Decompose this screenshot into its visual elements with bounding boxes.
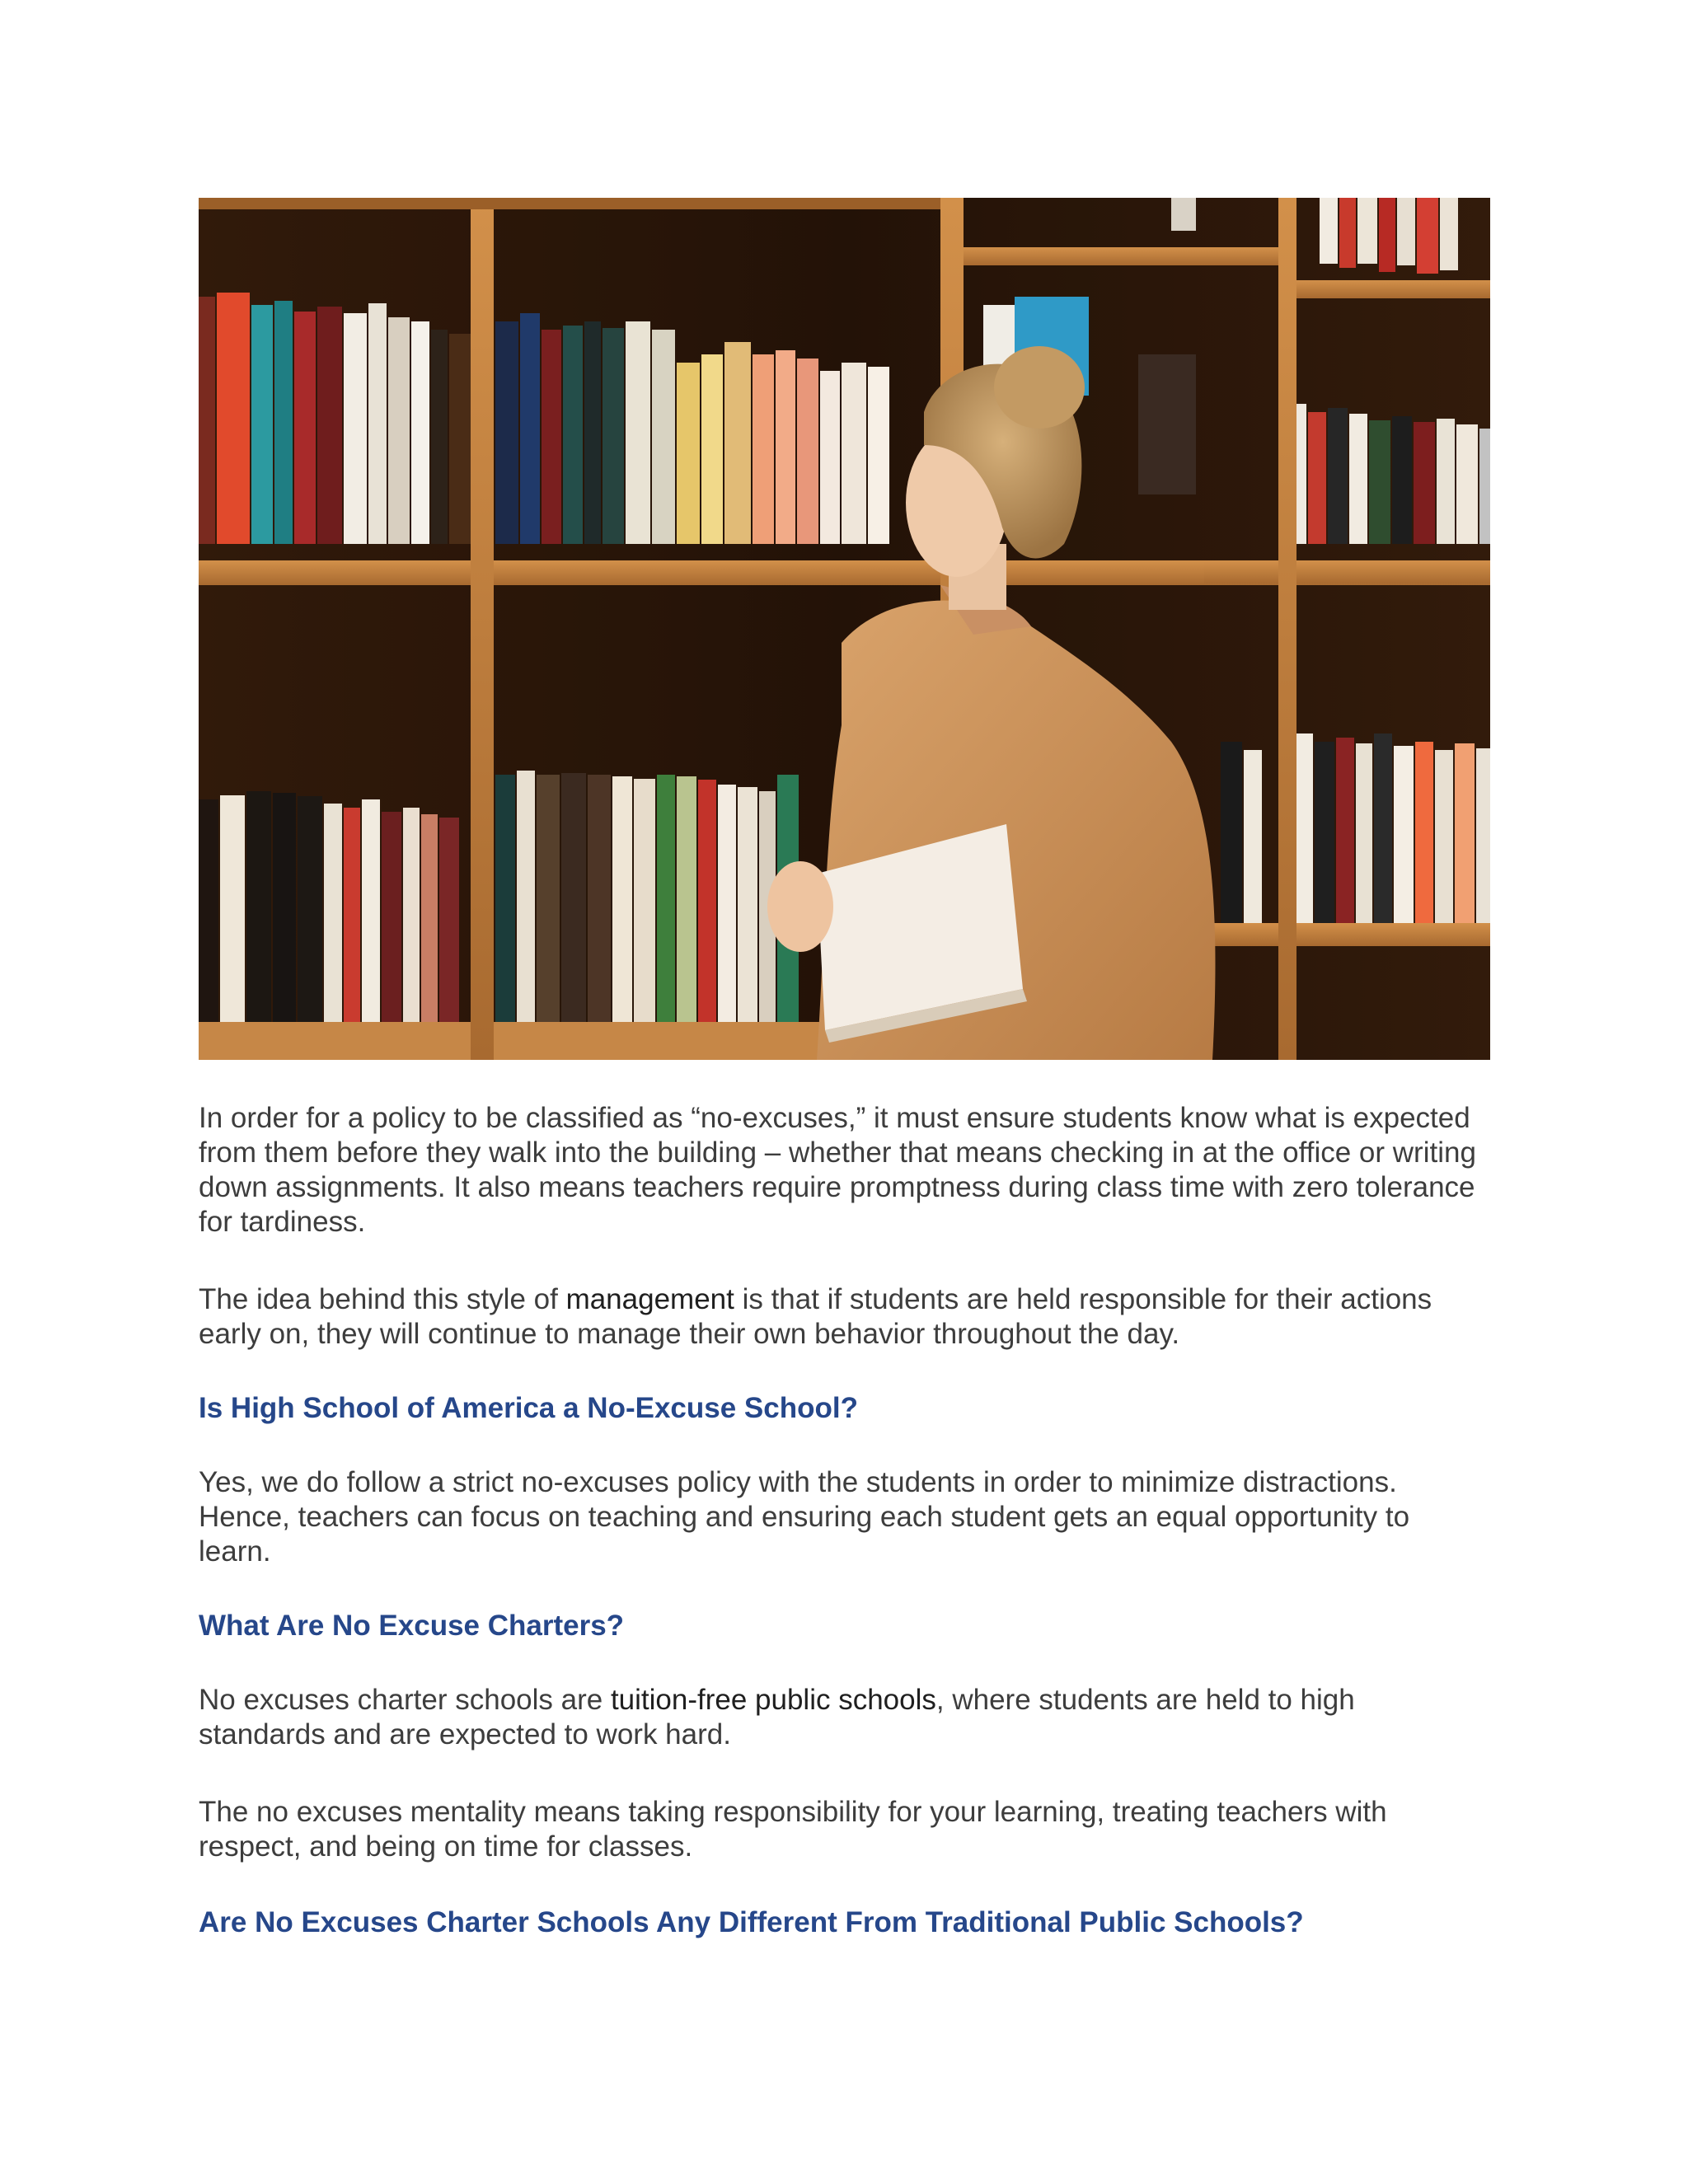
management-link[interactable]: management bbox=[565, 1283, 734, 1315]
article-body bbox=[199, 1101, 1490, 1940]
paragraph-no-excuses-definition: In order for a policy to be classified as “no-excuses,” it must ensure students know what is expected from them before they walk into the building – whether that means checking in at the office or writing down assignments. It also means teachers require promptness during class time with zero tolerance for tardiness. bbox=[199, 1102, 1476, 1238]
bookshelf-photo-icon bbox=[199, 198, 1490, 1060]
heading-what-are-no-excuse-charters: What Are No Excuse Charters? bbox=[199, 1610, 625, 1642]
paragraph-management-idea bbox=[199, 1282, 1484, 1352]
paragraph-text: No excuses charter schools are bbox=[199, 1684, 611, 1716]
hero-photo bbox=[199, 198, 1490, 1060]
paragraph-mentality: The no excuses mentality means taking responsibility for your learning, treating teachers with respect, and being on time for classes. bbox=[199, 1796, 1387, 1863]
paragraph-text: , where students are held to high standards and are expected to work hard. bbox=[199, 1684, 1355, 1750]
paragraph-yes-policy: Yes, we do follow a strict no-excuses policy with the students in order to minimize distractions. Hence, teachers can focus on teaching and ensuring each student gets an equal opportunity to learn. bbox=[199, 1466, 1410, 1568]
paragraph-charter-schools bbox=[199, 1683, 1484, 1752]
paragraph-text: The idea behind this style of bbox=[199, 1283, 566, 1315]
heading-is-hsa-no-excuse: Is High School of America a No-Excuse School? bbox=[199, 1392, 858, 1424]
heading-different-from-traditional: Are No Excuses Charter Schools Any Different From Traditional Public Schools? bbox=[199, 1906, 1304, 1938]
paragraph-text: is that if students are held responsible for their actions early on, they will continue to manage their own behavior throughout the day. bbox=[199, 1283, 1432, 1350]
tuition-free-public-schools-link[interactable]: tuition-free public schools bbox=[610, 1684, 936, 1716]
